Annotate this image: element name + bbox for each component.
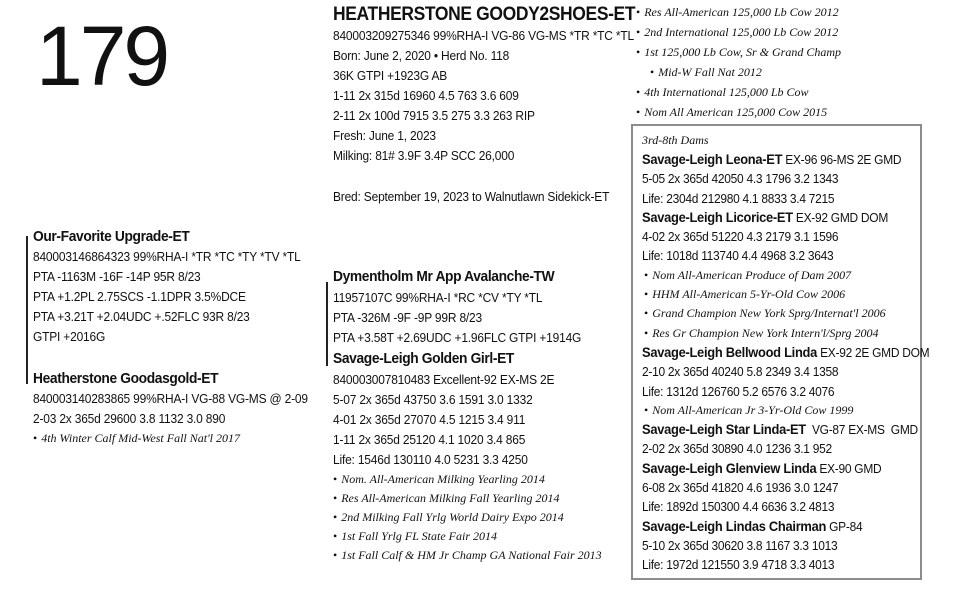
ancestor-dam-classification: EX-90 GMD <box>816 460 882 476</box>
honor-item: Mid-W Fall Nat 2012 <box>658 65 762 79</box>
ancestor-dam-classification: EX-92 GMD DOM <box>792 209 889 225</box>
granddam-detail-line: 840003007810483 Excellent-92 EX-MS 2E <box>333 372 555 387</box>
ancestor-dam-name: Savage-Leigh Lindas Chairman <box>642 517 827 534</box>
sire-details <box>33 247 324 347</box>
animal-name: HEATHERSTONE GOODY2SHOES-ET <box>333 4 636 25</box>
animal-detail-line: 2-11 2x 100d 7915 3.5 275 3.3 263 RIP <box>333 108 535 123</box>
honor-item: • Nom All-American Jr 3-Yr-Old Cow 1999 <box>642 401 953 420</box>
record-line: Life: 1018d 113740 4.4 4968 3.2 3643 <box>642 248 834 264</box>
ancestor-dam-classification: EX-96 96-MS 2E GMD <box>782 152 902 167</box>
sire-name: Our-Favorite Upgrade-ET <box>33 228 190 245</box>
granddam-name: Savage-Leigh Golden Girl-ET <box>333 350 514 367</box>
ancestor-dam-name: Savage-Leigh Bellwood Linda <box>642 343 818 360</box>
pedigree-bracket <box>26 236 28 384</box>
dams-box-header: 3rd-8th Dams <box>642 133 709 147</box>
ancestor-dam-name: Savage-Leigh Licorice-ET <box>642 208 793 225</box>
mgs-name: Dymentholm Mr App Avalanche-TW <box>333 268 555 285</box>
honor-item: • HHM All-American 5-Yr-Old Cow 2006 <box>642 285 953 304</box>
ancestor-dam-line <box>642 150 929 169</box>
honor-item: • 1st Fall Calf & HM Jr Champ GA National Fair 2013 <box>333 546 602 565</box>
ancestor-dam-line <box>642 343 929 362</box>
granddam-detail-line: Life: 1546d 130110 4.0 5231 3.3 4250 <box>333 452 528 467</box>
ancestor-dam-classification: GP-84 <box>826 518 863 534</box>
animal-detail-line: Fresh: June 1, 2023 <box>333 128 436 143</box>
ancestor-dam-classification: VG-87 EX-MS GMD <box>805 422 918 438</box>
dam-details <box>33 389 332 447</box>
granddam-detail-line: 1-11 2x 365d 25120 4.1 1020 3.4 865 <box>333 432 526 447</box>
honor-item: • Nom. All-American Milking Yearling 2014 <box>333 470 602 489</box>
ancestor-dam-line <box>642 420 929 439</box>
record-line: 2-02 2x 365d 30890 4.0 1236 3.1 952 <box>642 441 832 457</box>
honor-item: • Res Gr Champion New York Intern'l/Sprg 2004 <box>642 324 953 343</box>
granddam-details <box>333 370 602 565</box>
mgs-detail-line: 11957107C 99%RHA-I *RC *CV *TY *TL <box>333 290 543 305</box>
honor-item: • Res All-American 125,000 Lb Cow 2012 <box>636 2 841 22</box>
honor-item: • 1st 125,000 Lb Cow, Sr & Grand Champ <box>636 42 841 62</box>
pedigree-bracket <box>326 282 328 366</box>
honor-item: • 2nd Milking Fall Yrlg World Dairy Expo 2014 <box>333 508 602 527</box>
animal-details <box>333 26 660 166</box>
dam-detail-line: 840003140283865 99%RHA-I VG-88 VG-MS @ 2-09 <box>33 391 308 406</box>
honor-item-continued <box>636 62 841 82</box>
record-line: 4-02 2x 365d 51220 4.3 2179 3.1 1596 <box>642 229 839 245</box>
granddam-detail-line: 4-01 2x 365d 27070 4.5 1215 3.4 911 <box>333 412 526 427</box>
mgs-detail-line: PTA -326M -9F -9P 99R 8/23 <box>333 310 482 325</box>
sire-detail-line: PTA -1163M -16F -14P 95R 8/23 <box>33 269 201 284</box>
honor-item: • Nom All-American Produce of Dam 2007 <box>642 266 953 285</box>
animal-detail-line: 840003209275346 99%RHA-I VG-86 VG-MS *TR *TC *TL <box>333 28 634 43</box>
mgs-detail-line: PTA +3.58T +2.69UDC +1.96FLC GTPI +1914G <box>333 330 582 345</box>
dams-box <box>631 124 930 580</box>
honor-item: • 4th Winter Calf Mid-West Fall Nat'l 2017 <box>33 429 332 447</box>
dam-detail-line: 2-03 2x 365d 29600 3.8 1132 3.0 890 <box>33 411 226 426</box>
honor-item: • Nom All American 125,000 Cow 2015 <box>636 102 841 122</box>
ancestor-dam-line <box>642 208 929 227</box>
record-line: Life: 1972d 121550 3.9 4718 3.3 4013 <box>642 557 835 573</box>
honor-item: • Res All-American Milking Fall Yearling 2014 <box>333 489 602 508</box>
dam-name: Heatherstone Goodasgold-ET <box>33 370 219 387</box>
sire-detail-line: PTA +1.2PL 2.75SCS -1.1DPR 3.5%DCE <box>33 289 246 304</box>
animal-detail-line: 36K GTPI +1923G AB <box>333 68 448 83</box>
ancestor-dam-line <box>642 459 929 478</box>
record-line: Life: 1312d 126760 5.2 6576 3.2 4076 <box>642 383 835 399</box>
sire-detail-line: PTA +3.21T +2.04UDC +.52FLC 93R 8/23 <box>33 309 250 324</box>
ancestor-dam-line <box>642 517 929 536</box>
dams-list <box>642 130 953 575</box>
ancestor-dam-name: Savage-Leigh Leona-ET <box>642 151 783 167</box>
ancestor-dam-name: Savage-Leigh Star Linda-ET <box>642 421 806 438</box>
sire-detail-line: GTPI +2016G <box>33 329 106 344</box>
record-line: 2-10 2x 365d 40240 5.8 2349 3.4 1358 <box>642 364 839 380</box>
animal-detail-line: Born: June 2, 2020 • Herd No. 118 <box>333 48 510 63</box>
record-line: Life: 2304d 212980 4.1 8833 3.4 7215 <box>642 190 835 206</box>
record-line: 5-10 2x 365d 30620 3.8 1167 3.3 1013 <box>642 537 838 553</box>
granddam-detail-line: 5-07 2x 365d 43750 3.6 1591 3.0 1332 <box>333 392 533 407</box>
bred-info: Bred: September 19, 2023 to Walnutlawn Sidekick-ET <box>333 189 610 204</box>
animal-detail-line: Milking: 81# 3.9F 3.4P SCC 26,000 <box>333 148 515 163</box>
honor-item: • 4th International 125,000 Lb Cow <box>636 82 841 102</box>
honor-item: • 1st Fall Yrlg FL State Fair 2014 <box>333 527 602 546</box>
mgs-details <box>333 288 603 348</box>
ancestor-dam-classification: EX-92 2E GMD DOM <box>817 344 930 360</box>
sire-detail-line: 840003146864323 99%RHA-I *TR *TC *TY *TV *TL <box>33 249 301 264</box>
honor-item: • Grand Champion New York Sprg/Internat'l 2006 <box>642 304 953 323</box>
animal-honors <box>636 2 841 122</box>
record-line: 6-08 2x 365d 41820 4.6 1936 3.0 1247 <box>642 480 839 496</box>
ancestor-dam-name: Savage-Leigh Glenview Linda <box>642 459 817 476</box>
record-line: 5-05 2x 365d 42050 4.3 1796 3.2 1343 <box>642 171 839 187</box>
animal-detail-line: 1-11 2x 315d 16960 4.5 763 3.6 609 <box>333 88 519 103</box>
honor-item: • 2nd International 125,000 Lb Cow 2012 <box>636 22 841 42</box>
lot-number: 179 <box>36 9 168 103</box>
record-line: Life: 1892d 150300 4.4 6636 3.2 4813 <box>642 499 835 515</box>
